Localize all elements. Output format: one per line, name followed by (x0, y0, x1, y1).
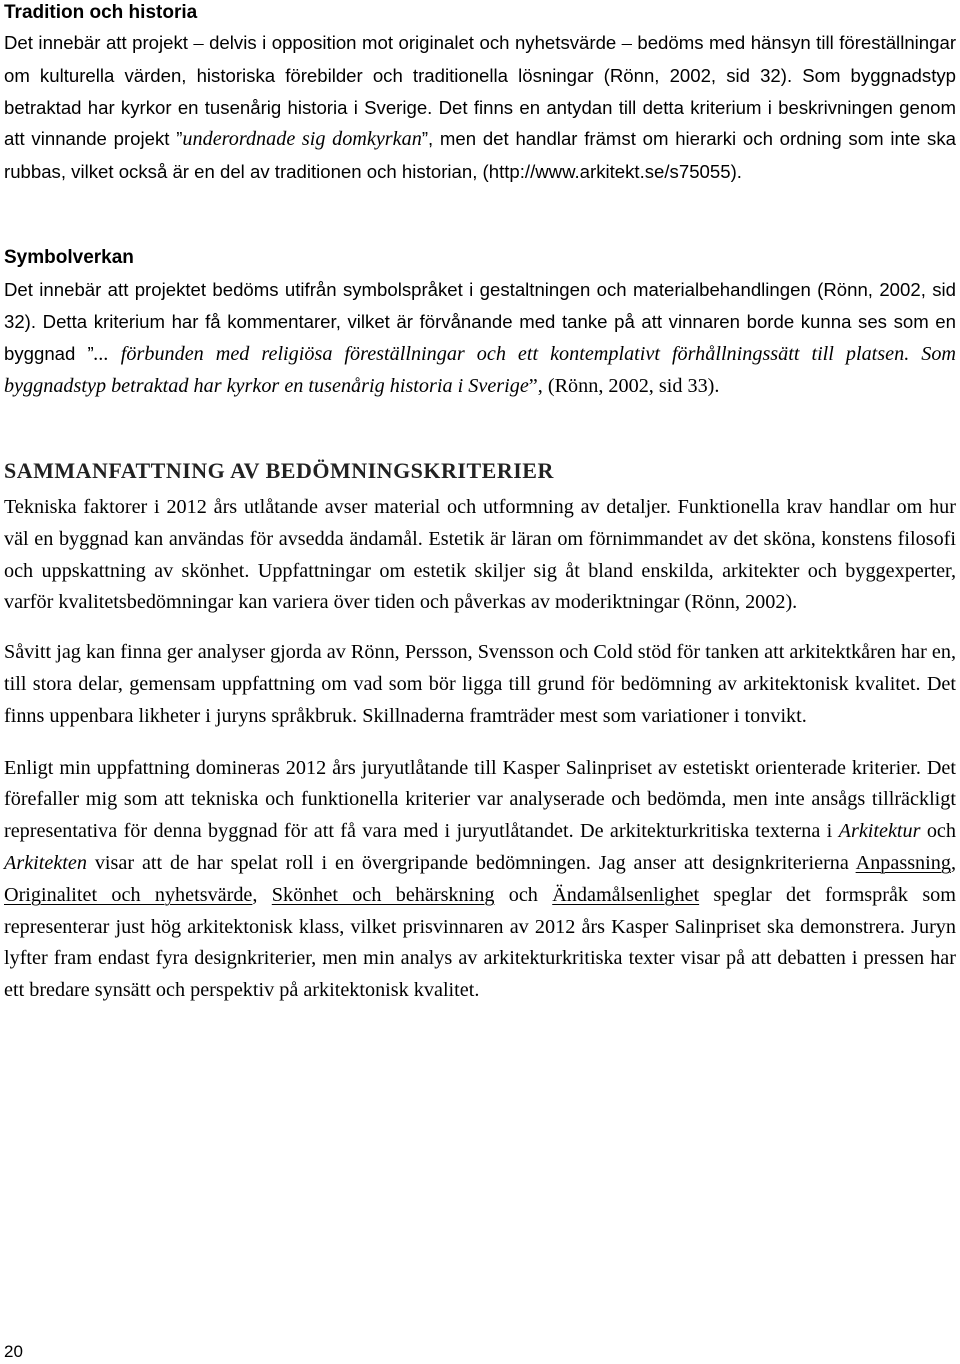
symbolverkan-quote: ... förbunden med religiösa föreställningar och ett kontemplativt förhållningssätt till platsen. Som byggnadstyp betraktad har kyrkor en tusenårig historia i Sverige (4, 342, 956, 398)
summary-3-text-a: Enligt min uppfattning domineras 2012 års juryutlåtande till Kasper Salinpriset av estetiskt orienterade kriterier. Det förefaller mig som att tekniska och funktionella kriterier var analyserade och bedömda, men inte ansågs tillräckligt representativa för denna byggnad för att få vara med i juryutlåtandet. De arkitekturkritiska texterna i (4, 756, 956, 843)
criterion-anpassning: Anpassning (855, 851, 951, 874)
summary-body (4, 492, 956, 1007)
paragraph-symbolverkan (4, 274, 956, 403)
heading-tradition: Tradition och historia (4, 2, 198, 23)
paragraph-summary-3 (4, 753, 956, 1007)
paragraph-summary-1: Tekniska faktorer i 2012 års utlåtande avser material och utformning av detaljer. Funktionella krav handlar om hur väl en byggnad kan användas för avsedda ändamål. Estetik är läran om förnimmandet av det sköna, konstens filosofi och uppskattning av skönhet. Uppfattningar om estetik skiljer sig åt bland enskilda, arkitekter och byggexperter, varför kvalitetsbedömningar kan variera över tiden och påverkas av moderiktningar (Rönn, 2002). (4, 496, 956, 614)
tradition-s1b: delvis i opposition mot originalet och nyhetsvärde (209, 32, 617, 53)
conjunction: och (494, 883, 553, 906)
heading-symbolverkan: Symbolverkan (4, 247, 134, 268)
dash: – (621, 32, 632, 54)
paragraph-summary-2: Såvitt jag kan finna ger analyser gjorda av Rönn, Persson, Svensson och Cold stöd för tanken att arkitektkåren har en, till stora delar, gemensam uppfattning om vad som bör ligga till grund för bedömning av arkitektonisk kvalitet. Det finns uppenbara likheter i juryns språkbruk. Skillnaderna framträder mest som variationer i tonvikt. (4, 641, 956, 727)
tradition-s3b: ”, men det handlar främst om hierarki och ordning som inte ska rubbas, vilket också är en del av traditionen och historian, (http://www.arkitekt.se/s75055). (4, 128, 956, 183)
criterion-skonhet: Skönhet och behärskning (271, 883, 495, 906)
tradition-s1c: bedöms med hänsyn till föreställningar om kulturella värden, historiska förebilder och traditionella lösningar (Rönn, 2002, sid 32). (4, 32, 957, 86)
section-heading-summary: SAMMANFATTNING AV BEDÖMNINGSKRITERIER (4, 458, 554, 483)
tradition-s3a: Det finns en antydan till detta kriterium i beskrivningen genom att vinnande projekt ” (4, 96, 956, 150)
symbolverkan-s2a: Detta kriterium har få kommentarer, vilket är förvånande med tanke på att vinnaren borde kunna ses som en byggnad ” (4, 310, 956, 364)
italic-arkitektur: Arkitektur (838, 820, 921, 843)
paragraph-tradition (4, 27, 956, 188)
separator: , (252, 883, 272, 906)
italic-arkitekten: Arkitekten (4, 851, 87, 874)
criterion-andamalsenlighet: Ändamålsenlighet (552, 883, 700, 906)
tradition-quote: underordnade sig domkyrkan (182, 128, 422, 151)
dash: – (193, 32, 204, 54)
symbolverkan-s1: Det innebär att projektet bedöms utifrån symbolspråket i gestaltningen och materialbehandlingen (Rönn, 2002, sid 32). (4, 279, 956, 332)
summary-3-text-c: speglar det formspråk som representerar just hög arkitektonisk klass, vilket prisvinnaren av 2012 års Kasper Salinpriset ska demonstrera. Juryn lyfter fram endast fyra designkriterier, men min analys av arkitekturkritiska texter visar på att debatten i pressen har ett bredare synsätt och perspektiv på arkitektonisk kvalitet. (4, 883, 956, 1002)
page-number: 20 (4, 1342, 23, 1361)
criterion-originalitet: Originalitet och nyhetsvärde (4, 883, 253, 906)
tradition-s1a: Det innebär att projekt (4, 32, 188, 53)
conjunction: och (920, 820, 956, 843)
tradition-s2: Som byggnadstyp betraktad har kyrkor en tusenårig historia i Sverige. (4, 64, 956, 118)
symbolverkan-s2b: ”, (Rönn, 2002, sid 33). (528, 375, 720, 398)
separator: , (950, 851, 956, 874)
summary-3-text-b: visar att de har spelat roll i en övergripande bedömningen. Jag anser att designkriterierna (86, 851, 856, 874)
